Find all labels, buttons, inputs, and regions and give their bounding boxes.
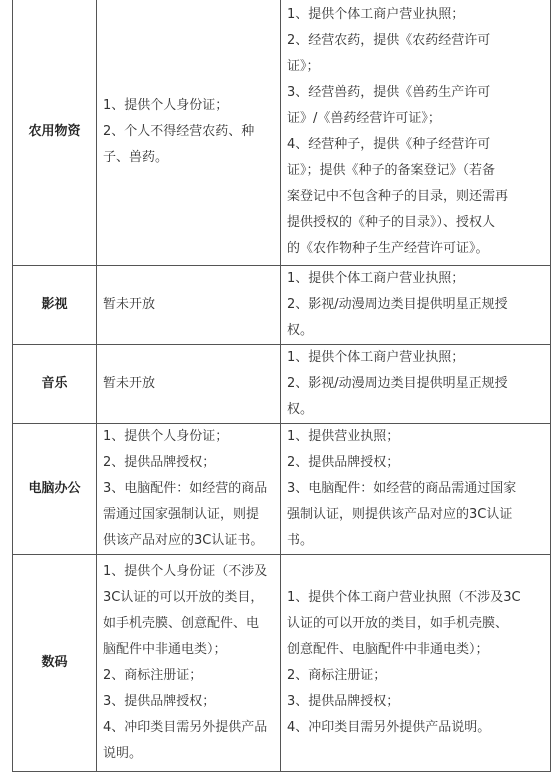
business-requirements-cell [281, 345, 551, 424]
table-row [13, 266, 551, 345]
requirement-line: 1、提供营业执照； [287, 429, 400, 444]
individual-requirements-cell [97, 555, 281, 772]
category-cell: 数码 [13, 555, 97, 772]
business-requirements-cell [281, 0, 551, 266]
category-cell: 影视 [13, 266, 97, 345]
requirement-line: 1、提供个体工商户营业执照； [287, 271, 465, 286]
individual-requirements-cell [97, 0, 281, 266]
requirement-line: 2、商标注册证； [287, 668, 387, 683]
requirement-line: 案登记中不包含种子的目录，则还需再 [287, 189, 509, 204]
requirement-line: 强制认证，则提供该产品对应的3C认证 [287, 507, 513, 522]
requirement-line: 1、提供个人身份证（不涉及 [103, 564, 268, 579]
individual-requirements-cell [97, 424, 281, 555]
requirement-line: 4、冲印类目需另外提供产品 [103, 720, 268, 735]
business-requirements-cell [281, 424, 551, 555]
requirement-line: 3、提供品牌授权； [103, 694, 216, 709]
requirement-line: 2、影视/动漫周边类目提供明星正规授 [287, 376, 508, 391]
requirement-line: 3、提供品牌授权； [287, 694, 400, 709]
requirement-line: 证》；提供《种子的备案登记》（若备 [287, 163, 496, 178]
requirement-line: 提供授权的《种子的目录》）、授权人 [287, 215, 496, 230]
requirement-line: 证》； [287, 59, 320, 74]
requirement-line: 3、电脑配件：如经营的商品需通过国家 [287, 481, 517, 496]
individual-requirements-cell [97, 345, 281, 424]
requirement-line: 如手机壳膜、创意配件、电 [103, 616, 260, 631]
category-cell: 音乐 [13, 345, 97, 424]
requirement-line: 证》/《兽药经营许可证》； [287, 111, 441, 126]
requirement-line: 2、影视/动漫周边类目提供明星正规授 [287, 297, 508, 312]
requirement-line: 3、电脑配件：如经营的商品 [103, 481, 268, 496]
table-row [13, 555, 551, 772]
requirement-line: 的《农作物种子生产经营许可证》。 [287, 241, 489, 256]
requirement-line: 需通过国家强制认证，则提 [103, 507, 260, 522]
individual-requirements-cell [97, 266, 281, 345]
requirement-line: 2、提供品牌授权； [103, 455, 216, 470]
requirement-line: 书。 [287, 533, 314, 548]
requirement-line: 2、经营农药，提供《农药经营许可 [287, 33, 491, 48]
requirement-line: 认证的可以开放的类目，如手机壳膜、 [287, 616, 509, 631]
requirement-line: 3C认证的可以开放的类目， [103, 590, 264, 605]
requirement-line: 1、提供个体工商户营业执照（不涉及3C [287, 590, 521, 605]
requirement-line: 3、经营兽药，提供《兽药生产许可 [287, 85, 491, 100]
requirement-line: 权。 [287, 323, 314, 338]
requirement-line: 说明。 [103, 746, 143, 761]
requirement-line: 子、兽药。 [103, 150, 169, 165]
requirement-line: 1、提供个人身份证； [103, 429, 229, 444]
requirement-line: 创意配件、电脑配件中非通电类）； [287, 642, 489, 657]
category-cell: 农用物资 [13, 0, 97, 266]
requirement-line: 1、提供个体工商户营业执照； [287, 7, 465, 22]
requirement-line: 2、商标注册证； [103, 668, 203, 683]
requirement-line: 1、提供个人身份证； [103, 98, 229, 113]
requirement-line: 2、个人不得经营农药、种 [103, 124, 255, 139]
table-row [13, 345, 551, 424]
requirement-line: 2、提供品牌授权； [287, 455, 400, 470]
requirement-line: 4、经营种子，提供《种子经营许可 [287, 137, 491, 152]
requirement-line: 权。 [287, 402, 314, 417]
business-requirements-cell [281, 266, 551, 345]
table-row [13, 424, 551, 555]
requirement-line: 暂未开放 [103, 297, 156, 312]
category-cell: 电脑办公 [13, 424, 97, 555]
requirement-line: 脑配件中非通电类）； [103, 642, 227, 657]
business-requirements-cell [281, 555, 551, 772]
requirement-line: 1、提供个体工商户营业执照； [287, 350, 465, 365]
table-row [13, 0, 551, 266]
requirement-line: 暂未开放 [103, 376, 156, 391]
qualification-table [12, 0, 551, 772]
requirement-line: 4、冲印类目需另外提供产品说明。 [287, 720, 491, 735]
requirement-line: 供该产品对应的3C认证书。 [103, 533, 264, 548]
